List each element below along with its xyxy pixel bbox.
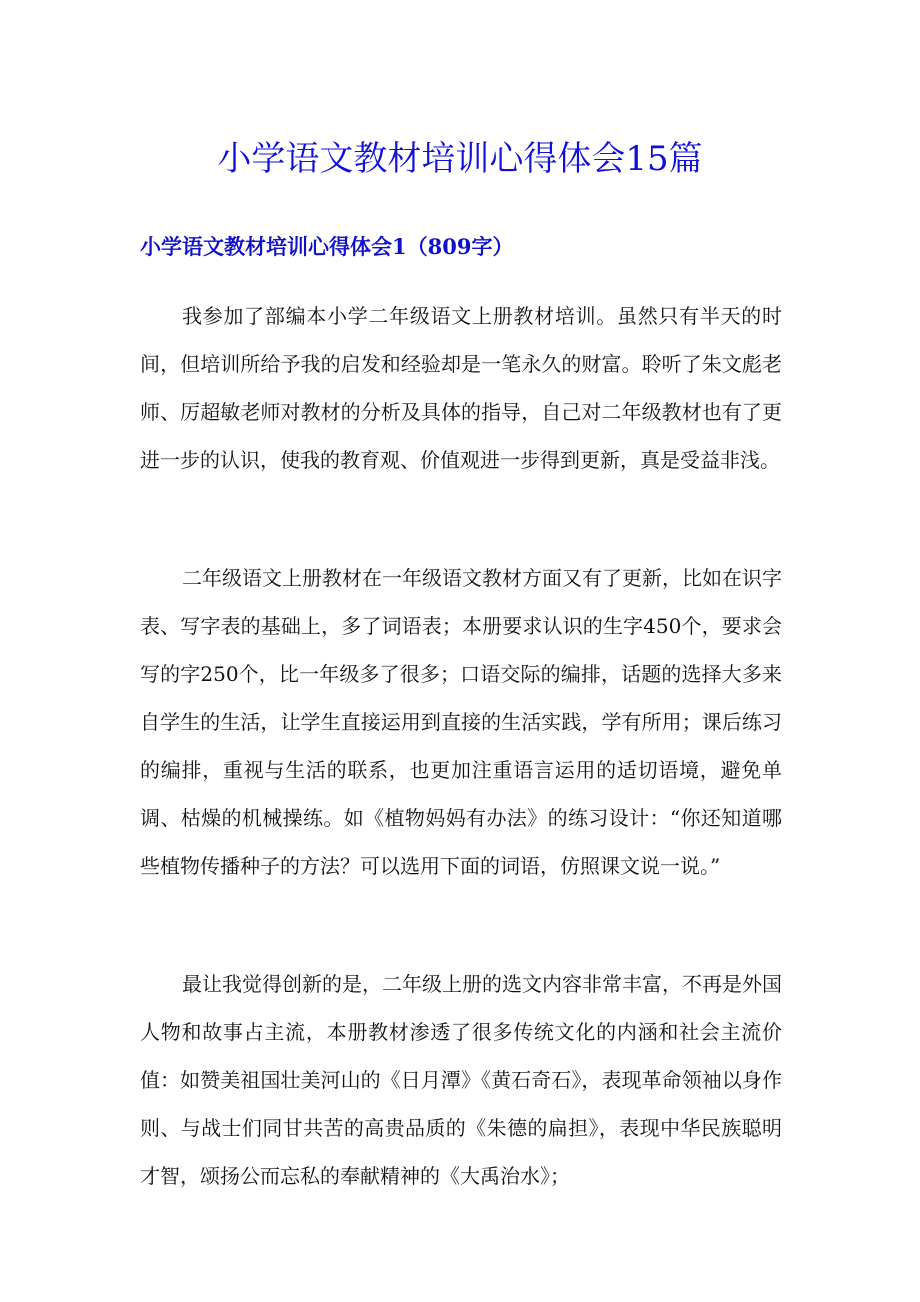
document-title: 小学语文教材培训心得体会15篇 — [217, 139, 703, 179]
paragraph-3: 最让我觉得创新的是，二年级上册的选文内容非常丰富，不再是外国人物和故事占主流，本册教材渗透了很多传统文化的内涵和社会主流价值：如赞美祖国壮美河山的《日月潭》《黄石奇石》，表现革命领袖以身作则、与战士们同甘共苦的高贵品质的《朱德的扁担》，表现中华民族聪明才智，颂扬公而忘私的奉献精神的《大禹治水》； — [140, 972, 782, 1188]
section-heading: 小学语文教材培训心得体会1（809字） — [140, 234, 514, 259]
paragraph-1: 我参加了部编本小学二年级语文上册教材培训。虽然只有半天的时间，但培训所给予我的启发和经验却是一笔永久的财富。聆听了朱文彪老师、厉超敏老师对教材的分析及具体的指导，自己对二年级教材也有了更进一步的认识，使我的教育观、价值观进一步得到更新，真是受益非浅。 — [140, 304, 782, 472]
paragraph-2: 二年级语文上册教材在一年级语文教材方面又有了更新，比如在识字表、写字表的基础上，多了词语表；本册要求认识的生字450个，要求会写的字250个，比一年级多了很多；口语交际的编排，话题的选择大多来自学生的生活，让学生直接运用到直接的生活实践，学有所用；课后练习的编排，重视与生活的联系，也更加注重语言运用的适切语境，避免单调、枯燥的机械操练。如《植物妈妈有办法》的练习设计：“你还知道哪些植物传播种子的方法？可以选用下面的词语，仿照课文说一说。” — [140, 566, 782, 878]
